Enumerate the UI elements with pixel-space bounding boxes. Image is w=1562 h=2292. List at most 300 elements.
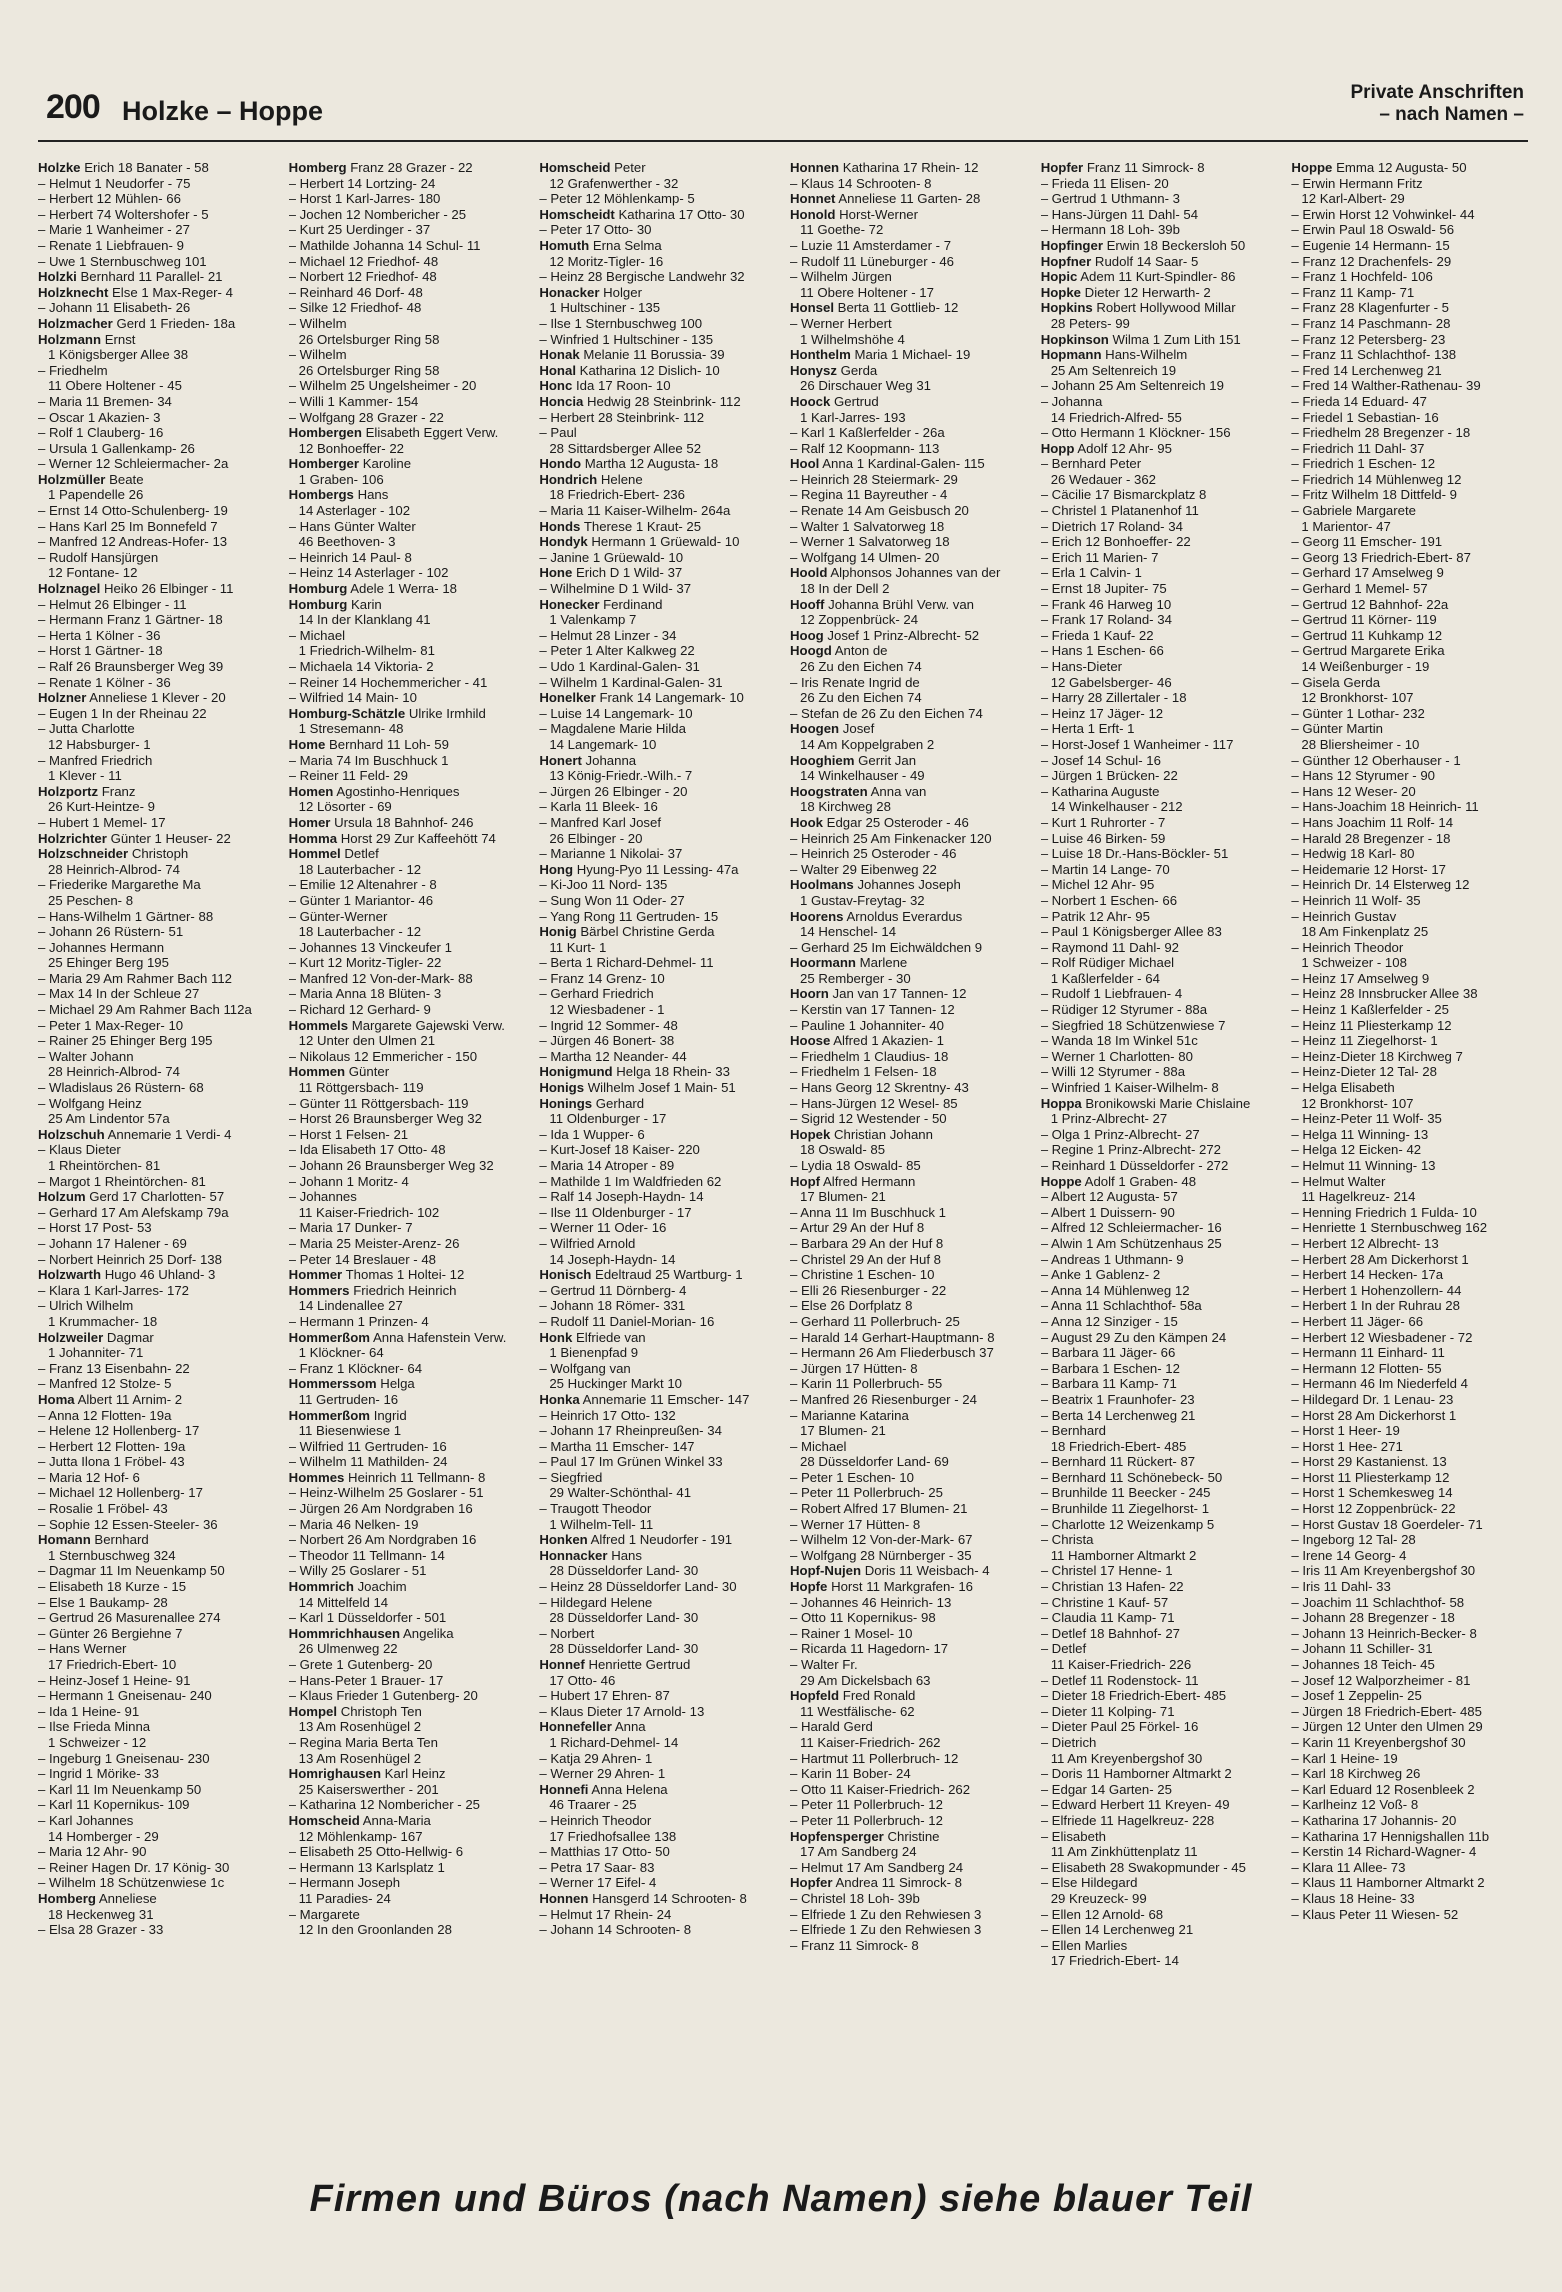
entry-details: Horst 29 Zur Kaffeehött 74 <box>340 830 496 846</box>
directory-entry <box>539 238 776 254</box>
directory-entry <box>539 1657 776 1673</box>
entry-surname: Hoppe <box>1291 160 1333 175</box>
entry-details: 28 Peters- 99 <box>1050 315 1130 331</box>
directory-entry <box>38 986 275 1002</box>
entry-details: 14 Am Koppelgraben 2 <box>800 736 935 752</box>
directory-entry <box>38 1875 275 1891</box>
entry-details: – Herbert 12 Mühlen- 66 <box>38 191 181 207</box>
directory-entry <box>1291 1704 1528 1720</box>
directory-entry <box>38 1485 275 1501</box>
entry-details: 1 Schweizer - 108 <box>1301 955 1407 971</box>
entry-details: – Karin 11 Bober- 24 <box>790 1766 911 1782</box>
entry-details: – Willi 1 Kammer- 154 <box>288 393 419 409</box>
entry-details: 17 Otto- 46 <box>549 1672 616 1688</box>
entry-surname: Hopkins <box>1040 300 1093 316</box>
entry-details: – Jochen 12 Nombericher - 25 <box>288 206 467 222</box>
directory-entry <box>539 425 776 441</box>
directory-entry <box>790 831 1027 847</box>
entry-details: Hans <box>357 487 389 503</box>
directory-entry <box>38 1735 275 1751</box>
directory-entry <box>1041 332 1278 348</box>
directory-entry <box>539 768 776 784</box>
entry-surname: Holzke <box>38 160 81 175</box>
entry-details: – Heinrich Theodor <box>1291 939 1404 955</box>
directory-entry <box>1291 1797 1528 1813</box>
directory-entry <box>289 986 526 1002</box>
directory-entry <box>1291 846 1528 862</box>
directory-entry <box>289 1563 526 1579</box>
entry-details: – Eugenie 14 Hermann- 15 <box>1291 237 1450 253</box>
entry-surname: Homberg <box>288 160 347 175</box>
entry-details: Hans-Wilhelm <box>1105 347 1188 363</box>
directory-entry <box>1291 238 1528 254</box>
directory-entry <box>539 628 776 644</box>
directory-entry <box>790 347 1027 363</box>
entry-details: – Karin 11 Pollerbruch- 55 <box>790 1376 943 1392</box>
entry-details: – Barbara 29 An der Huf 8 <box>790 1235 944 1251</box>
directory-entry <box>1291 815 1528 831</box>
directory-entry <box>1291 222 1528 238</box>
directory-entry <box>289 1766 526 1782</box>
directory-entry <box>38 519 275 535</box>
entry-details: 18 Lauterbacher - 12 <box>298 861 422 877</box>
entry-details: 12 Bonhoeffer- 22 <box>298 440 405 456</box>
directory-entry <box>1041 1704 1278 1720</box>
entry-details: – Gisela Gerda <box>1291 674 1381 690</box>
entry-details: – Klaus Dieter <box>38 1142 121 1158</box>
directory-entry <box>1041 1953 1278 1969</box>
entry-details: 26 Zu den Eichen 74 <box>800 659 922 674</box>
directory-entry <box>38 487 275 503</box>
directory-entry <box>1291 285 1528 301</box>
directory-entry <box>38 1236 275 1252</box>
directory-entry <box>790 1392 1027 1408</box>
entry-details: Heiko 26 Elbinger - 11 <box>103 581 234 597</box>
directory-entry <box>1291 1610 1528 1626</box>
entry-details: – Helmut 26 Elbinger - 11 <box>38 596 187 612</box>
directory-entry <box>539 410 776 426</box>
entry-details: 25 Remberger - 30 <box>800 970 911 986</box>
entry-details: – Maria 12 Hof- 6 <box>38 1469 140 1485</box>
entry-details: 14 In der Klanklang 41 <box>298 612 431 628</box>
directory-entry <box>539 815 776 831</box>
directory-entry <box>289 1158 526 1174</box>
entry-surname: Hondo <box>539 456 582 472</box>
entry-details: – Ida 1 Wupper- 6 <box>539 1126 645 1142</box>
entry-details: – Herta 1 Kölner - 36 <box>38 627 161 643</box>
directory-entry <box>289 1641 526 1657</box>
entry-details: – Barbara 1 Eschen- 12 <box>1040 1360 1180 1376</box>
directory-entry <box>38 1657 275 1673</box>
directory-entry <box>790 753 1027 769</box>
entry-surname: Honak <box>539 347 580 363</box>
entry-details: – Norbert <box>539 1625 595 1641</box>
directory-entry <box>790 472 1027 488</box>
entry-details: Agostinho-Henriques <box>336 783 460 799</box>
entry-details: 26 Ulmenweg 22 <box>298 1641 398 1657</box>
entry-details: – Rudolf 1 Liebfrauen- 4 <box>1040 986 1183 1002</box>
directory-entry <box>1291 1033 1528 1049</box>
directory-entry <box>790 1579 1027 1595</box>
section-title-line1: Private Anschriften <box>1350 82 1524 103</box>
entry-details: 46 Beethoven- 3 <box>298 534 396 550</box>
entry-details: 1 Krummacher- 18 <box>48 1313 158 1329</box>
entry-details: – Walter 1 Salvatorweg 18 <box>790 518 945 534</box>
entry-details: Günter 1 Heuser- 22 <box>110 830 231 846</box>
directory-entry <box>539 659 776 675</box>
directory-entry <box>38 659 275 675</box>
entry-details: – Henriette 1 Sternbuschweg 162 <box>1291 1220 1488 1236</box>
entry-details: 14 Asterlager - 102 <box>298 503 411 519</box>
directory-entry <box>790 1532 1027 1548</box>
entry-details: – Herbert 28 Am Dickerhorst 1 <box>1291 1251 1469 1267</box>
directory-entry <box>539 222 776 238</box>
directory-entry <box>1041 1236 1278 1252</box>
entry-details: – Wolfgang 28 Nürnberger - 35 <box>790 1547 972 1563</box>
directory-entry <box>38 1096 275 1112</box>
entry-details: – Gabriele Margarete <box>1291 503 1416 519</box>
entry-surname: Hoogen <box>790 721 840 737</box>
directory-entry <box>1291 1220 1528 1236</box>
directory-entry <box>289 254 526 270</box>
directory-entry <box>38 768 275 784</box>
directory-entry <box>1041 612 1278 628</box>
directory-entry <box>38 1579 275 1595</box>
entry-details: – Horst 1 Heer- 19 <box>1291 1423 1400 1439</box>
directory-entry <box>539 1080 776 1096</box>
entry-details: – Norbert Heinrich 25 Dorf- 138 <box>38 1251 222 1267</box>
directory-entry <box>1291 1080 1528 1096</box>
directory-entry <box>790 1719 1027 1735</box>
entry-details: – Ellen 14 Lerchenweg 21 <box>1040 1922 1194 1938</box>
entry-details: – Hermann 13 Karlsplatz 1 <box>288 1859 445 1875</box>
entry-details: 1 Wilhelmshöhe 4 <box>800 331 905 347</box>
directory-entry <box>289 955 526 971</box>
directory-entry <box>1291 831 1528 847</box>
entry-surname: Homscheid <box>288 1812 360 1828</box>
directory-entry <box>790 519 1027 535</box>
entry-details: 18 Am Finkenplatz 25 <box>1301 924 1429 940</box>
directory-entry <box>790 363 1027 379</box>
entry-details: – Frieda 14 Eduard- 47 <box>1291 393 1427 409</box>
entry-details: 26 Zu den Eichen 74 <box>800 690 922 706</box>
entry-details: – Ilse 11 Oldenburger - 17 <box>539 1204 692 1220</box>
directory-entry <box>539 519 776 535</box>
entry-details: – Helmut 17 Am Sandberg 24 <box>790 1859 964 1875</box>
directory-entry <box>289 1470 526 1486</box>
entry-details: – Joachim 11 Schlachthof- 58 <box>1291 1594 1465 1610</box>
directory-entry <box>289 1485 526 1501</box>
entry-details: Helene <box>600 471 643 487</box>
directory-entry <box>289 690 526 706</box>
directory-entry <box>1041 1751 1278 1767</box>
directory-entry <box>289 1330 526 1346</box>
entry-details: – Horst 1 Hee- 271 <box>1291 1438 1403 1454</box>
entry-details: Wilhelm Josef 1 Main- 51 <box>587 1080 736 1096</box>
entry-details: – Hermann 12 Flotten- 55 <box>1291 1360 1442 1376</box>
entry-details: – Brunhilde 11 Beecker - 245 <box>1040 1485 1211 1501</box>
directory-entry <box>1291 378 1528 394</box>
entry-details: – Nikolaus 12 Emmericher - 150 <box>288 1048 478 1064</box>
entry-details: – Hans-Wilhelm 1 Gärtner- 88 <box>38 908 214 924</box>
entry-details: 1 Marientor- 47 <box>1301 518 1391 534</box>
directory-entry <box>539 269 776 285</box>
directory-entry <box>539 1579 776 1595</box>
entry-details: – Gerhard 25 Im Eichwäldchen 9 <box>790 939 983 955</box>
entry-details: – Franz 11 Simrock- 8 <box>790 1937 919 1953</box>
directory-entry <box>289 1517 526 1533</box>
directory-entry <box>539 1111 776 1127</box>
directory-entry <box>790 1439 1027 1455</box>
entry-details: – Jürgen 26 Elbinger - 20 <box>539 783 688 799</box>
entry-details: 11 Kaiser-Friedrich- 262 <box>800 1734 941 1750</box>
entry-details: 1 Friedrich-Wilhelm- 81 <box>298 643 435 659</box>
directory-entry <box>790 721 1027 737</box>
entry-details: – Walter Johann <box>38 1048 134 1064</box>
entry-details: – Heinz 11 Ziegelhorst- 1 <box>1291 1033 1438 1049</box>
entry-details: – Frieda 11 Elisen- 20 <box>1040 175 1169 191</box>
directory-entry <box>1291 1595 1528 1611</box>
entry-details: – Maria 29 Am Rahmer Bach 112 <box>38 970 232 986</box>
directory-entry <box>38 378 275 394</box>
directory-entry <box>289 1579 526 1595</box>
entry-details: Peter <box>614 160 646 175</box>
directory-entry <box>38 347 275 363</box>
entry-details: 12 Bronkhorst- 107 <box>1301 690 1414 706</box>
entry-details: 25 Ehinger Berg 195 <box>48 955 169 971</box>
directory-entry <box>1291 768 1528 784</box>
entry-details: – Peter 11 Pollerbruch- 12 <box>790 1797 943 1813</box>
entry-details: – Anna 12 Sinziger - 15 <box>1040 1313 1178 1329</box>
entry-details: – Willi 12 Styrumer - 88a <box>1040 1064 1186 1080</box>
entry-details: – Christine 1 Kauf- 57 <box>1040 1594 1169 1610</box>
directory-entry <box>38 1610 275 1626</box>
entry-details: – Klaus 14 Schrooten- 8 <box>790 175 932 191</box>
directory-entry <box>1041 924 1278 940</box>
directory-entry <box>289 1096 526 1112</box>
directory-entry <box>539 472 776 488</box>
directory-entry <box>289 1797 526 1813</box>
entry-details: – Udo 1 Kardinal-Galen- 31 <box>539 659 700 674</box>
entry-details: – Norbert 26 Am Nordgraben 16 <box>288 1532 477 1548</box>
directory-entry <box>38 207 275 223</box>
entry-details: – Franz 11 Kamp- 71 <box>1291 284 1415 300</box>
directory-entry <box>1041 1626 1278 1642</box>
directory-entry <box>289 581 526 597</box>
directory-entry <box>790 1875 1027 1891</box>
directory-entry <box>289 893 526 909</box>
entry-details: Erna Selma <box>592 237 662 253</box>
entry-details: Annemarie 11 Emscher- 147 <box>582 1391 750 1407</box>
directory-entry <box>790 1158 1027 1174</box>
entry-details: – Heinrich 11 Wolf- 35 <box>1291 892 1421 908</box>
directory-entry <box>539 1158 776 1174</box>
entry-surname: Hombergen <box>288 425 362 441</box>
directory-entry <box>1041 1127 1278 1143</box>
entry-details: – Georg 11 Emscher- 191 <box>1291 534 1443 550</box>
directory-entry <box>1041 300 1278 316</box>
directory-entry <box>38 565 275 581</box>
directory-entry <box>790 410 1027 426</box>
entry-details: – Harald 14 Gerhart-Hauptmann- 8 <box>790 1329 995 1345</box>
entry-details: – Katja 29 Ahren- 1 <box>539 1750 653 1766</box>
entry-details: – Marianne 1 Nikolai- 37 <box>539 846 683 862</box>
entry-details: Gertrud <box>834 393 879 409</box>
directory-entry <box>1291 1189 1528 1205</box>
entry-details: – Oscar 1 Akazien- 3 <box>38 409 161 425</box>
directory-entry <box>790 1033 1027 1049</box>
entry-details: – Patrik 12 Ahr- 95 <box>1040 908 1150 924</box>
directory-entry <box>38 1922 275 1938</box>
directory-entry <box>1291 1064 1528 1080</box>
directory-entry <box>1041 1111 1278 1127</box>
entry-details: Maria 1 Michael- 19 <box>854 347 971 363</box>
entry-details: – Horst 1 Felsen- 21 <box>288 1126 409 1142</box>
directory-entry <box>289 1548 526 1564</box>
entry-details: – Gerhard 17 Amselweg 9 <box>1291 565 1444 581</box>
entry-details: 26 Kurt-Heintze- 9 <box>48 799 156 815</box>
entry-details: – Erla 1 Calvin- 1 <box>1040 565 1142 581</box>
directory-entry <box>539 1439 776 1455</box>
directory-entry <box>1041 316 1278 332</box>
directory-entry <box>790 222 1027 238</box>
directory-entry <box>539 1907 776 1923</box>
entry-details: Ferdinand <box>603 596 663 612</box>
entry-details: Joachim <box>357 1579 407 1595</box>
entry-details: Anna <box>614 1719 646 1735</box>
entry-details: – Dagmar 11 Im Neuenkamp 50 <box>38 1563 225 1579</box>
directory-entry <box>289 1002 526 1018</box>
directory-entry <box>1041 955 1278 971</box>
directory-entry <box>1041 1673 1278 1689</box>
entry-details: – Gerhard Friedrich <box>539 986 654 1002</box>
directory-entry <box>289 1673 526 1689</box>
directory-entry <box>1041 971 1278 987</box>
directory-entry <box>790 394 1027 410</box>
entry-details: – Harry 28 Zillertaler - 18 <box>1040 690 1187 706</box>
directory-entry <box>1041 378 1278 394</box>
directory-entry <box>790 1610 1027 1626</box>
entry-surname: Holzki <box>38 269 77 285</box>
directory-entry <box>1041 846 1278 862</box>
entry-details: 1 Johanniter- 71 <box>48 1345 144 1361</box>
directory-entry <box>289 877 526 893</box>
entry-details: – Friedrich 14 Mühlenweg 12 <box>1291 471 1462 487</box>
directory-entry <box>1041 1392 1278 1408</box>
directory-entry <box>1291 909 1528 925</box>
directory-entry <box>790 191 1027 207</box>
directory-entry <box>289 1080 526 1096</box>
entry-details: – Wilhelm <box>288 347 347 363</box>
directory-entry <box>539 378 776 394</box>
directory-entry <box>289 659 526 675</box>
directory-entry <box>1041 565 1278 581</box>
directory-entry <box>1291 675 1528 691</box>
entry-details: – Christel 29 An der Huf 8 <box>790 1251 942 1267</box>
directory-entry <box>38 269 275 285</box>
directory-entry <box>790 1142 1027 1158</box>
entry-details: – Johann 18 Römer- 331 <box>539 1298 686 1314</box>
entry-details: Hedwig 28 Steinbrink- 112 <box>586 393 741 409</box>
directory-entry <box>289 924 526 940</box>
directory-entry <box>38 893 275 909</box>
entry-details: 12 Karl-Albert- 29 <box>1301 191 1405 207</box>
entry-surname: Honigmund <box>539 1064 613 1080</box>
directory-entry <box>1041 487 1278 503</box>
entry-surname: Hommerßom <box>288 1329 371 1345</box>
directory-entry <box>1041 675 1278 691</box>
entry-surname: Hopfner <box>1040 253 1092 269</box>
directory-entry <box>1041 1330 1278 1346</box>
entry-details: – Maria Anna 18 Blüten- 3 <box>288 986 442 1002</box>
directory-entry <box>1291 534 1528 550</box>
entry-details: – Herbert 1 Hohenzollern- 44 <box>1291 1282 1462 1298</box>
entry-details: – Elisabeth <box>1040 1828 1106 1844</box>
entry-details: 17 Blumen- 21 <box>800 1189 886 1205</box>
entry-details: – Paul <box>539 425 577 441</box>
directory-entry <box>38 1704 275 1720</box>
entry-details: Gerhard <box>595 1095 645 1111</box>
directory-entry <box>790 1751 1027 1767</box>
entry-details: – Gerhard 17 Am Alefskamp 79a <box>38 1204 229 1220</box>
directory-entry <box>289 753 526 769</box>
directory-entry <box>289 1907 526 1923</box>
entry-details: Dagmar <box>106 1329 154 1345</box>
directory-entry <box>38 1501 275 1517</box>
entry-details: – Klaus 11 Hamborner Altmarkt 2 <box>1291 1875 1485 1891</box>
entry-details: Wilma 1 Zum Lith 151 <box>1112 331 1241 347</box>
entry-details: Bernhard <box>94 1532 149 1548</box>
entry-details: – Jürgen 12 Unter den Ulmen 29 <box>1291 1719 1483 1735</box>
entry-details: Melanie 11 Borussia- 39 <box>583 347 725 363</box>
directory-entry <box>1041 191 1278 207</box>
entry-details: – Herbert 12 Flotten- 19a <box>38 1438 186 1454</box>
entry-details: – Stefan de 26 Zu den Eichen 74 <box>790 705 983 721</box>
entry-details: 25 Huckinger Markt 10 <box>549 1376 683 1392</box>
directory-entry <box>539 1142 776 1158</box>
directory-entry <box>289 971 526 987</box>
entry-details: – Kurt 12 Moritz-Tigler- 22 <box>288 955 442 971</box>
entry-details: – Gertrud 11 Dörnberg- 4 <box>539 1282 687 1298</box>
entry-details: – Walter 29 Eibenweg 22 <box>790 861 937 877</box>
directory-entry <box>1041 160 1278 176</box>
entry-details: Anna Helena <box>591 1781 668 1797</box>
directory-entry <box>289 550 526 566</box>
directory-entry <box>1291 753 1528 769</box>
entry-details: 14 Homberger - 29 <box>48 1828 159 1844</box>
directory-entry <box>1291 1361 1528 1377</box>
directory-entry <box>1041 581 1278 597</box>
directory-entry <box>38 316 275 332</box>
entry-surname: Honnefi <box>539 1781 589 1797</box>
entry-details: 1 Klöckner- 64 <box>298 1345 384 1361</box>
directory-entry <box>289 1205 526 1221</box>
entry-details: – Hartmut 11 Pollerbruch- 12 <box>790 1750 959 1766</box>
entry-details: – Anna 14 Mühlenweg 12 <box>1040 1282 1190 1298</box>
directory-entry <box>289 1595 526 1611</box>
entry-details: – Heinz 28 Innsbrucker Allee 38 <box>1291 986 1478 1002</box>
entry-surname: Homberger <box>288 456 360 472</box>
entry-surname: Holzmann <box>38 331 102 347</box>
directory-entry <box>790 1361 1027 1377</box>
directory-entry <box>1041 768 1278 784</box>
directory-entry <box>539 846 776 862</box>
entry-details: – Robert Alfred 17 Blumen- 21 <box>790 1501 968 1517</box>
directory-entry <box>38 753 275 769</box>
entry-details: Andrea 11 Simrock- 8 <box>835 1875 963 1891</box>
entry-surname: Hoog <box>790 627 824 643</box>
directory-entry <box>38 254 275 270</box>
